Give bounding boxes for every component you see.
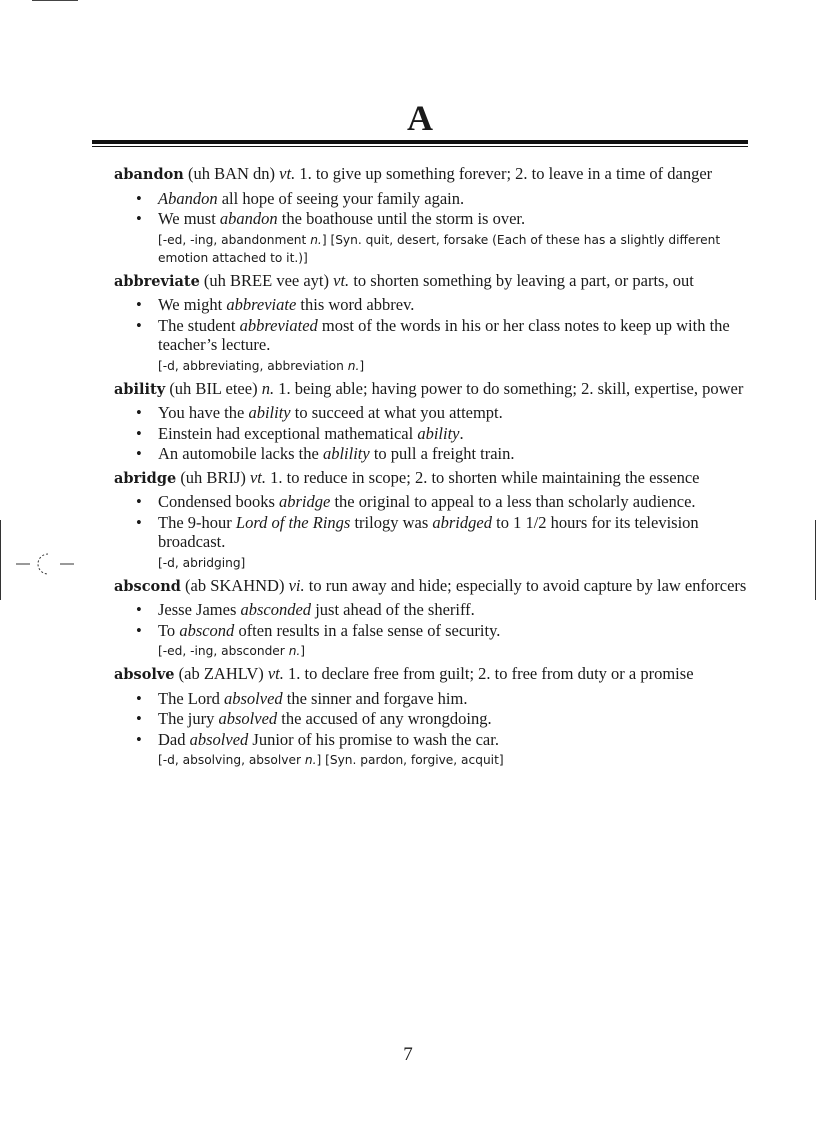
- example-text: You have the: [158, 403, 249, 422]
- headword: abbreviate: [114, 272, 200, 290]
- example-text: to 1 1/2 hours for its television broadcast.: [158, 512, 699, 551]
- part-of-speech: vt.: [333, 270, 350, 290]
- entry-definition: [92, 164, 748, 185]
- section-letter-heading: A: [407, 98, 433, 138]
- entry-definition: [92, 468, 748, 489]
- note-text: [-d, absolving, absolver: [158, 753, 305, 767]
- entry-definition: [92, 576, 748, 597]
- registration-mark-icon: [14, 549, 78, 579]
- bullet-icon: •: [136, 444, 142, 463]
- note-text: [-ed, -ing, absconder: [158, 644, 289, 658]
- example-sentence: [92, 600, 748, 620]
- entry-notes: [158, 751, 748, 769]
- example-text: Junior of his promise to wash the car.: [248, 729, 499, 749]
- entry-abbreviate: [92, 271, 748, 375]
- bullet-icon: •: [136, 512, 142, 532]
- note-text: n.: [310, 232, 322, 247]
- bullet-icon: •: [136, 688, 142, 708]
- entry-notes: [158, 642, 748, 660]
- example-text: the accused of any wrongdoing.: [277, 709, 492, 728]
- definition-text: 1. to give up something forever; 2. to leave in a time of danger: [295, 164, 713, 183]
- example-text: ablility: [322, 444, 370, 463]
- example-text: all hope of seeing your family again.: [217, 188, 465, 208]
- example-sentence: [92, 689, 748, 709]
- example-text: An automobile lacks the: [158, 444, 323, 463]
- example-text: Einstein had exceptional mathematical: [158, 423, 418, 443]
- example-text: abscond: [179, 620, 235, 640]
- headword: abridge: [114, 469, 177, 487]
- example-sentence: [92, 621, 748, 641]
- part-of-speech: n.: [261, 378, 275, 398]
- definition-text: 1. being able; having power to do something; 2. skill, expertise, power: [274, 378, 744, 398]
- bullet-icon: •: [136, 600, 142, 619]
- pronunciation: (uh BREE vee ayt): [199, 270, 334, 290]
- bullet-icon: •: [136, 709, 142, 728]
- example-text: The Lord: [158, 688, 224, 708]
- example-text: The 9-hour: [158, 512, 236, 532]
- bullet-icon: •: [136, 492, 142, 511]
- example-list: [92, 295, 748, 355]
- example-text: most of the words in his or her class notes to keep up with the teacher’s lecture.: [158, 315, 730, 354]
- example-text: abridge: [279, 492, 331, 511]
- entry-definition: [92, 664, 748, 685]
- headword: absolve: [114, 666, 175, 683]
- entry-abridge: [92, 468, 748, 572]
- part-of-speech: vt.: [279, 164, 296, 183]
- example-text: The student: [158, 315, 240, 335]
- note-text: [-d, abbreviating, abbreviation: [158, 358, 348, 373]
- example-text: To: [158, 620, 180, 640]
- example-sentence: [92, 424, 748, 444]
- example-list: [92, 189, 748, 229]
- example-sentence: [92, 189, 748, 209]
- example-text: the sinner and forgave him.: [282, 688, 468, 708]
- example-sentence: [92, 403, 748, 423]
- note-text: n.: [288, 644, 301, 658]
- example-text: We must: [158, 209, 220, 228]
- example-list: [92, 403, 748, 464]
- example-text: Jesse James: [158, 600, 241, 619]
- example-text: absolved: [189, 729, 249, 749]
- headword: abscond: [114, 577, 181, 595]
- example-sentence: [92, 513, 748, 552]
- example-text: abbreviate: [226, 295, 297, 314]
- example-sentence: [92, 209, 748, 229]
- part-of-speech: vt.: [249, 467, 267, 487]
- example-sentence: [92, 709, 748, 729]
- note-text: ]: [359, 358, 365, 373]
- entries-list: [92, 164, 748, 773]
- headword: abandon: [114, 166, 184, 183]
- example-text: the original to appeal to a less than scholarly audience.: [330, 492, 696, 511]
- entry-abscond: [92, 576, 748, 661]
- example-text: absconded: [240, 600, 312, 619]
- example-text: just ahead of the sheriff.: [311, 600, 475, 619]
- note-text: n.: [304, 753, 317, 767]
- crop-mark-left: [0, 520, 1, 600]
- page-number: 7: [403, 1044, 413, 1065]
- entry-definition: [92, 379, 748, 400]
- example-text: ability: [417, 423, 460, 443]
- bullet-icon: •: [136, 295, 142, 314]
- bullet-icon: •: [136, 403, 142, 422]
- example-text: Condensed books: [158, 492, 279, 511]
- bullet-icon: •: [136, 729, 142, 749]
- example-text: absolved: [223, 688, 283, 708]
- example-list: [92, 600, 748, 640]
- example-text: the boathouse until the storm is over.: [277, 209, 526, 228]
- example-text: abandon: [219, 209, 278, 228]
- example-text: trilogy was: [350, 512, 433, 532]
- example-sentence: [92, 730, 748, 750]
- definition-text: to shorten something by leaving a part, or parts, out: [349, 270, 694, 290]
- example-text: absolved: [218, 709, 278, 728]
- headword: ability: [114, 380, 166, 398]
- heading-rule-thick: [92, 140, 748, 144]
- definition-text: to run away and hide; especially to avoid capture by law enforcers: [304, 575, 747, 595]
- pronunciation: (ab ZAHLV): [174, 664, 268, 683]
- example-list: [92, 492, 748, 552]
- example-text: ability: [248, 403, 291, 422]
- example-text: often results in a false sense of security.: [234, 620, 501, 640]
- bullet-icon: •: [136, 188, 142, 208]
- pronunciation: (uh BRIJ): [176, 467, 250, 487]
- note-text: [-d, abridging]: [158, 555, 246, 570]
- entry-absolve: [92, 664, 748, 769]
- pronunciation: (uh BIL etee): [165, 378, 262, 398]
- example-text: Abandon: [158, 188, 218, 208]
- example-text: We might: [158, 295, 227, 314]
- entry-notes: [158, 231, 748, 267]
- definition-text: 1. to reduce in scope; 2. to shorten while maintaining the essence: [266, 467, 700, 487]
- example-list: [92, 689, 748, 750]
- example-sentence: [92, 444, 748, 464]
- part-of-speech: vi.: [288, 575, 305, 595]
- example-text: The jury: [158, 709, 219, 728]
- note-text: n.: [347, 358, 360, 373]
- crop-mark-top: [32, 0, 78, 1]
- example-text: abridged: [432, 512, 492, 532]
- bullet-icon: •: [136, 209, 142, 228]
- example-text: Lord of the Rings: [235, 512, 351, 532]
- example-sentence: [92, 295, 748, 315]
- note-text: ] [Syn. pardon, forgive, acquit]: [316, 753, 504, 767]
- example-sentence: [92, 492, 748, 512]
- entry-definition: [92, 271, 748, 292]
- definition-text: 1. to declare free from guilt; 2. to free from duty or a promise: [283, 664, 694, 683]
- example-text: .: [459, 423, 464, 443]
- entry-notes: [158, 554, 748, 572]
- bullet-icon: •: [136, 315, 142, 335]
- bullet-icon: •: [136, 423, 142, 443]
- entry-ability: [92, 379, 748, 464]
- example-text: this word abbrev.: [296, 295, 415, 314]
- note-text: [-ed, -ing, abandonment: [158, 232, 311, 247]
- example-text: Dad: [158, 729, 190, 749]
- example-text: abbreviated: [239, 315, 318, 335]
- part-of-speech: vt.: [267, 664, 284, 683]
- example-sentence: [92, 316, 748, 355]
- bullet-icon: •: [136, 620, 142, 640]
- pronunciation: (uh BAN dn): [183, 164, 280, 183]
- note-text: ] [Syn. quit, desert, forsake (Each of these has a slightly different emotion attached to it.)]: [158, 232, 721, 265]
- entry-abandon: [92, 164, 748, 267]
- note-text: ]: [300, 644, 306, 658]
- pronunciation: (ab SKAHND): [180, 575, 289, 595]
- entry-notes: [158, 357, 748, 375]
- heading-rule-thin: [92, 146, 748, 147]
- example-text: to pull a freight train.: [369, 444, 515, 463]
- example-text: to succeed at what you attempt.: [290, 403, 503, 422]
